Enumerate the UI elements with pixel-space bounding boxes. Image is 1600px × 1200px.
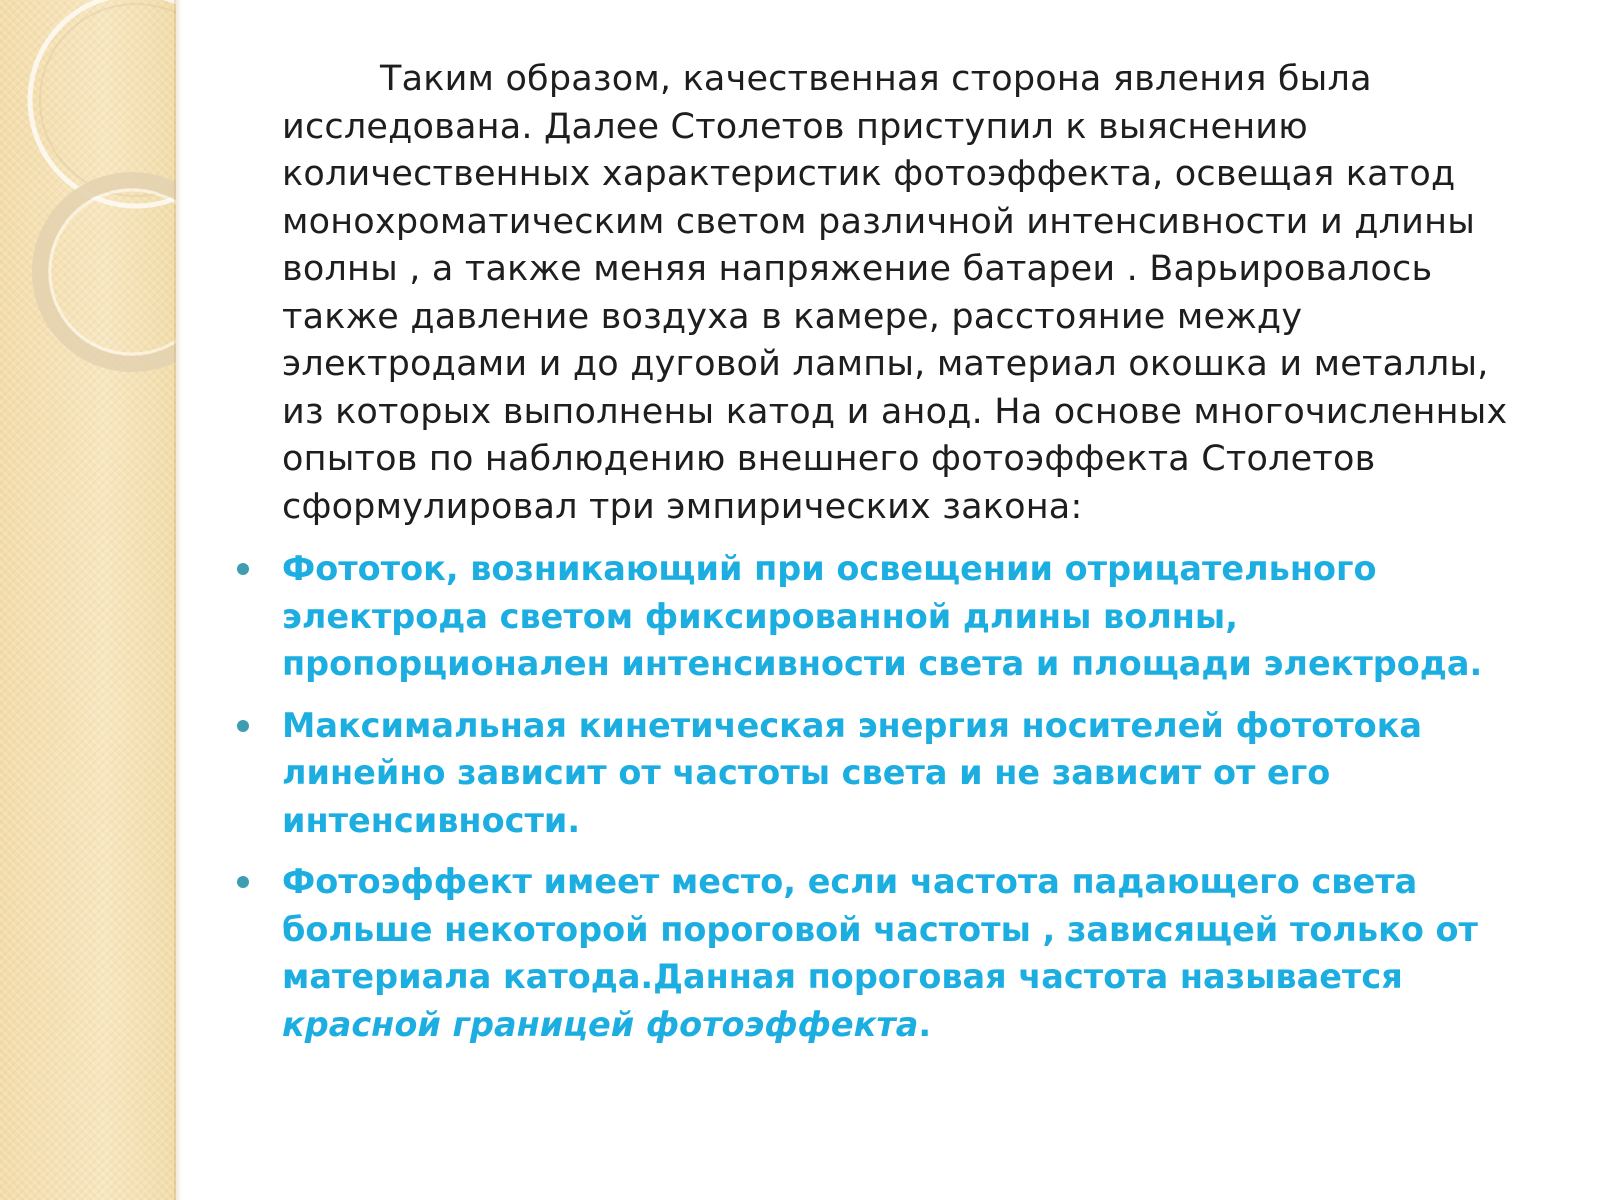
small-ring (40, 180, 176, 364)
law-1-text: Фототок, возникающий при освещении отрицательного электрода светом фиксированной длины волны, пропорционален интенсивности света и площади электрода. (282, 549, 1483, 683)
law-3-end: . (918, 1004, 932, 1044)
law-item-1 (220, 545, 1540, 688)
red-limit-term: красной границей фотоэффекта (282, 1004, 919, 1044)
law-item-3 (220, 858, 1540, 1048)
law-2-text: Максимальная кинетическая энергия носителей фототока линейно зависит от частоты света и не зависит от его интенсивности. (282, 705, 1423, 840)
decorative-rings (0, 0, 176, 1200)
side-panel-edge (174, 0, 182, 1200)
bullet-icon (237, 563, 249, 575)
slide-content (220, 56, 1540, 1062)
law-3-text: Фотоэффект имеет место, если частота падающего света больше некоторой пороговой частоты , зависящей только от материала катода.Данная пороговая частота называется (282, 862, 1478, 996)
intro-paragraph: Таким образом, качественная сторона явления была исследована. Далее Столетов приступил к выяснению количественных характеристик фотоэффекта, освещая катод монохроматическим светом различной интенсивности и длины волны , а также меняя напряжение батареи . Варьировалось также давление воздуха в камере, расстояние между электродами и до дуговой лампы, материал окошка и металлы, из которых выполнены катод и анод. На основе многочисленных опытов по наблюдению внешнего фотоэффекта Столетов сформулировал три эмпирических закона: (282, 59, 1508, 527)
bullet-icon (237, 876, 249, 888)
law-item-2 (220, 702, 1540, 845)
large-ring-shadow (40, 4, 176, 196)
decorative-side-panel (0, 0, 176, 1200)
bullet-icon (237, 720, 249, 732)
empirical-laws-list (220, 545, 1540, 1048)
